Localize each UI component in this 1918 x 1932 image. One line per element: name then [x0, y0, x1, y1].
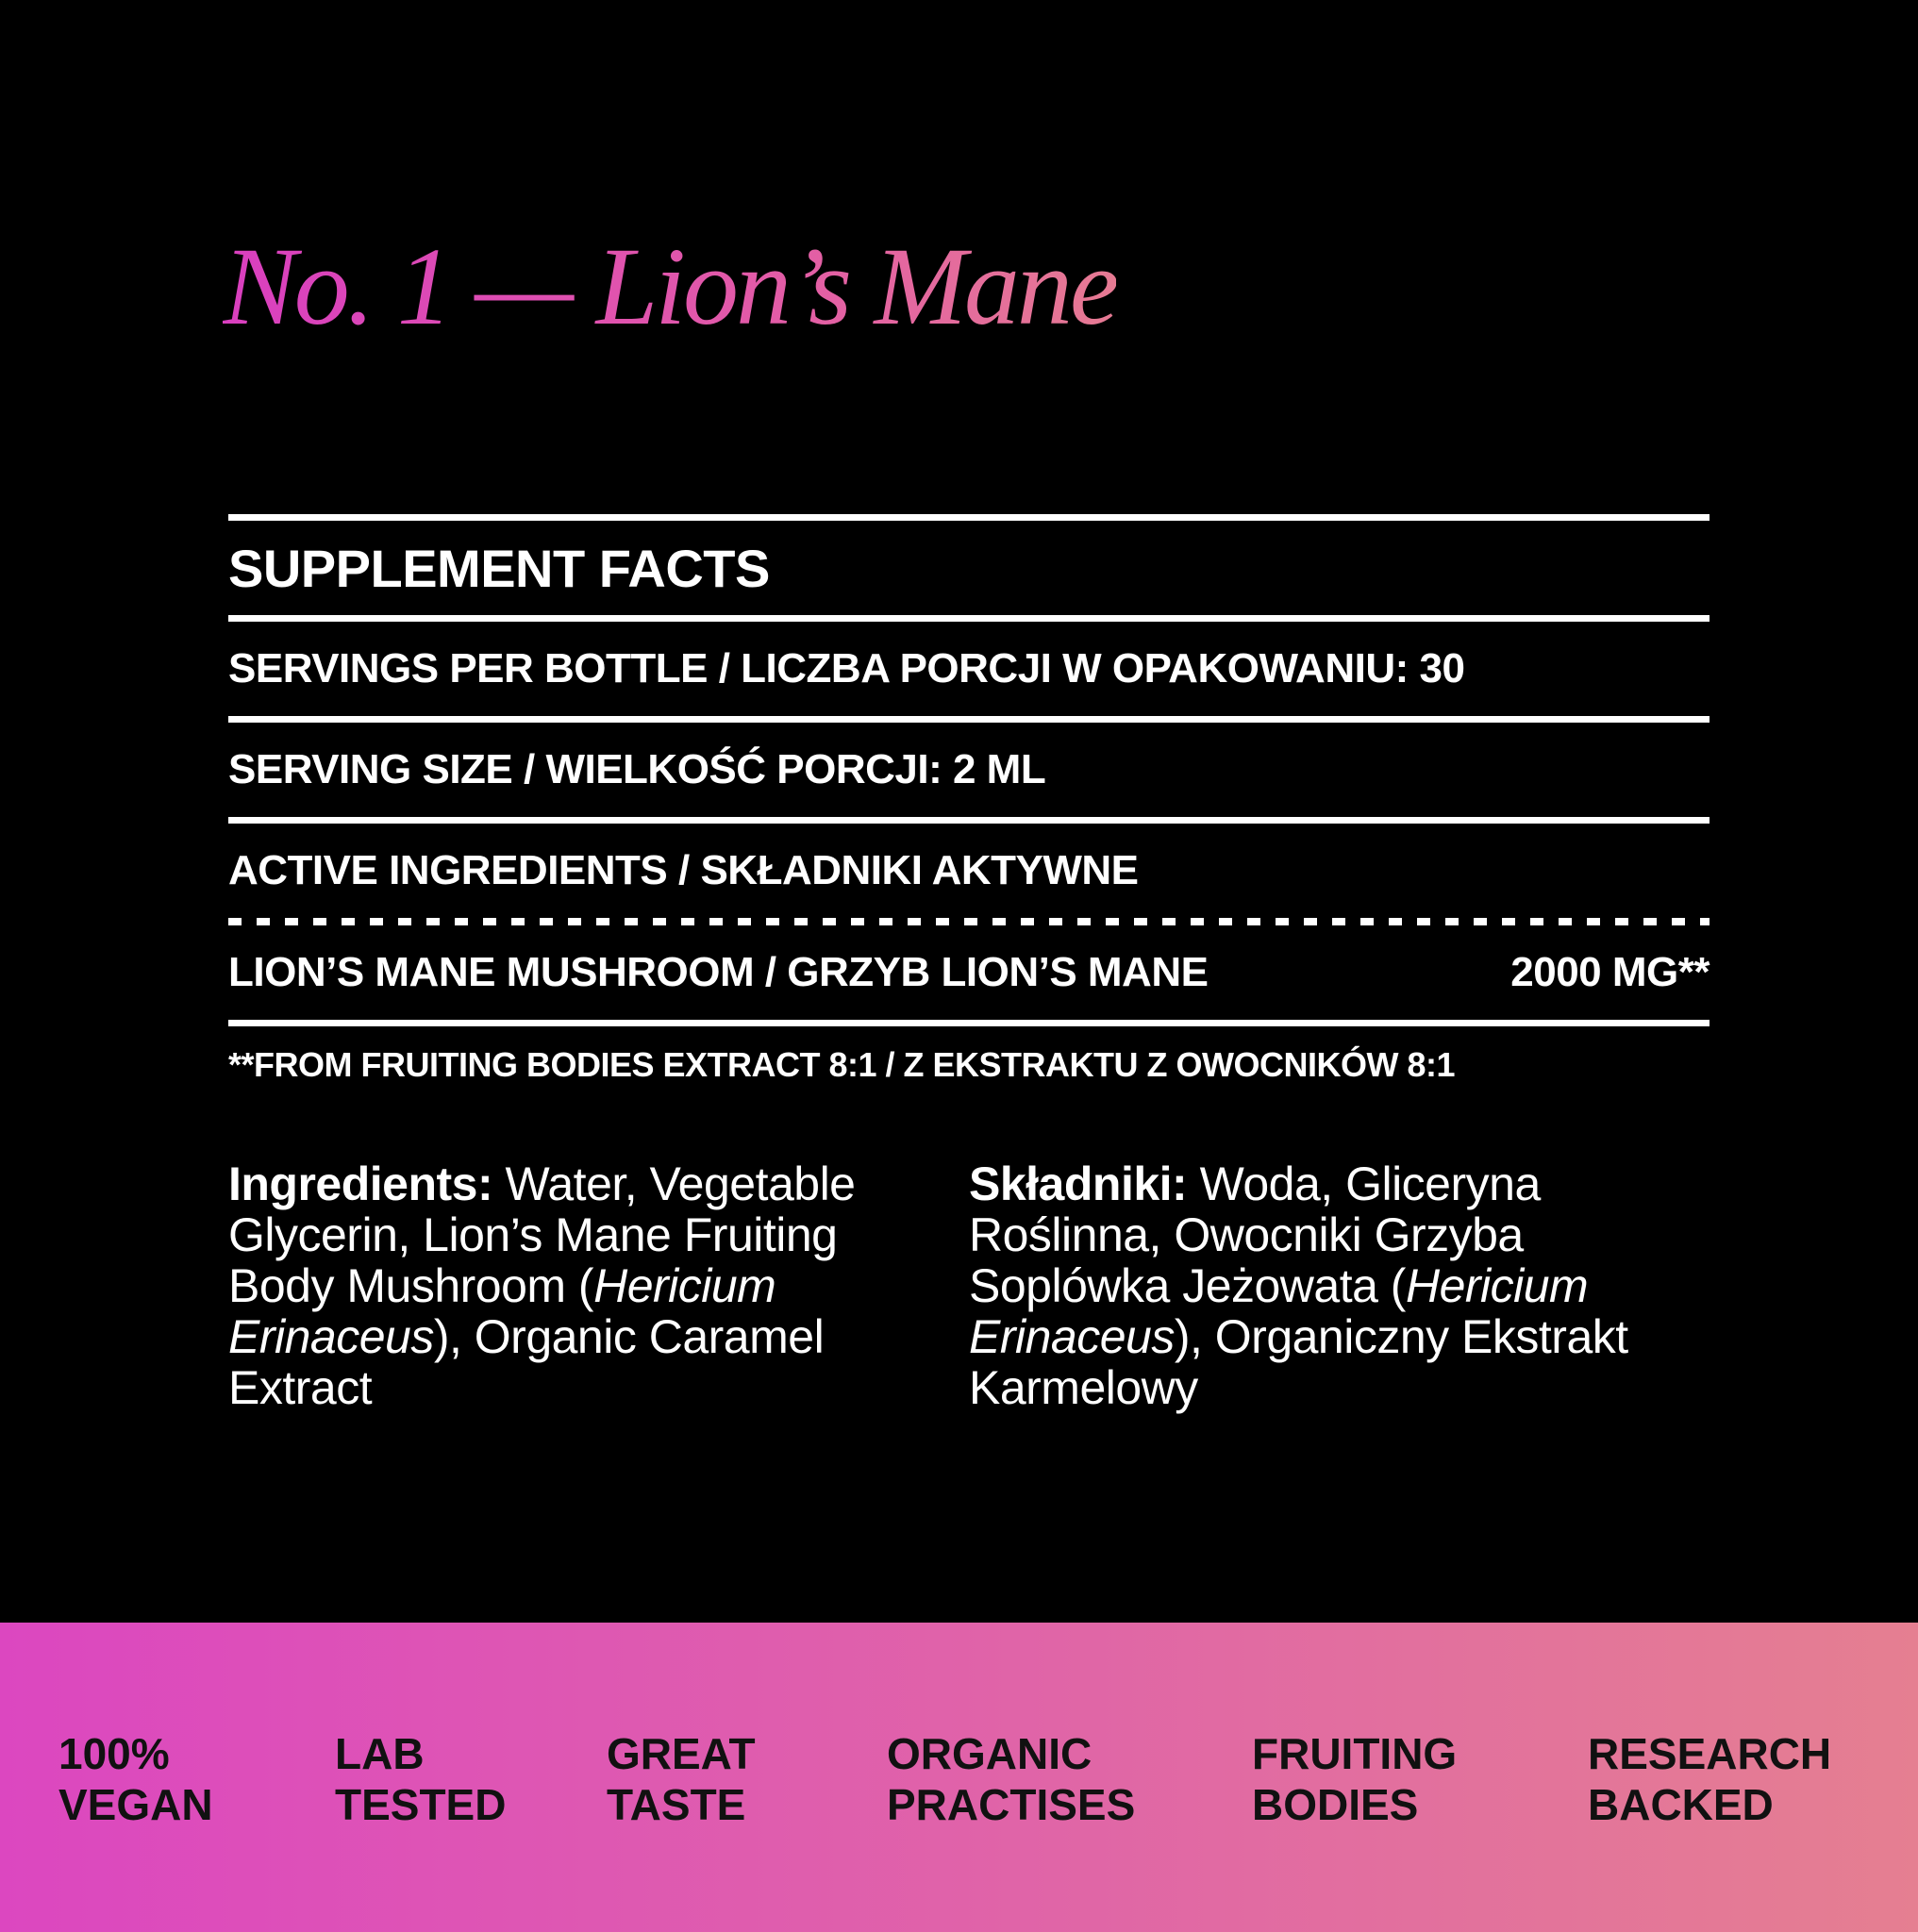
serving-size-row — [228, 723, 1710, 817]
feature-line: RESEARCH — [1588, 1729, 1832, 1778]
divider — [228, 615, 1710, 622]
ingredients-pl-label: Składniki: — [969, 1158, 1188, 1210]
extract-footnote: **FROM FRUITING BODIES EXTRACT 8:1 / Z EKSTRAKTU Z OWOCNIKÓW 8:1 — [228, 1045, 1456, 1084]
feature-line: FRUITING — [1252, 1729, 1458, 1778]
servings-row — [228, 622, 1710, 716]
feature-line: LAB — [335, 1729, 425, 1778]
divider — [228, 716, 1710, 723]
ingredient-row — [228, 925, 1710, 1020]
ingredients-pl-text-b: ), Organiczny Ekstrakt Karmelowy — [969, 1310, 1628, 1414]
facts-heading-text: SUPPLEMENT FACTS — [228, 538, 770, 598]
ingredients-english — [228, 1158, 908, 1413]
feature-vegan — [58, 1728, 213, 1830]
serving-size-label: SERVING SIZE / WIELKOŚĆ PORCJI: — [228, 746, 942, 792]
product-title: No. 1 — Lion’s Mane — [223, 223, 1116, 351]
divider — [228, 514, 1710, 521]
feature-fruiting-bodies — [1252, 1728, 1457, 1830]
servings-value: 30 — [1419, 645, 1465, 691]
feature-organic — [887, 1728, 1135, 1830]
serving-size-value: 2 ML — [952, 746, 1046, 792]
feature-line: VEGAN — [58, 1780, 213, 1829]
feature-line: BACKED — [1588, 1780, 1774, 1829]
ingredient-name: LION’S MANE MUSHROOM / GRZYB LION’S MANE — [228, 949, 1209, 995]
dashed-divider — [228, 918, 1710, 925]
ingredients-en-text-a: Water, Vegetable Glycerin, Lion’s Mane Fruiting Body Mushroom ( — [228, 1158, 856, 1312]
supplement-facts-heading — [228, 521, 1710, 615]
feature-line: BODIES — [1252, 1780, 1419, 1829]
ingredients-polish — [969, 1158, 1724, 1413]
active-ingredients-row — [228, 824, 1710, 918]
ingredients-en-latin-name: Hericium Erinaceus — [228, 1259, 776, 1363]
feature-line: GREAT — [607, 1729, 756, 1778]
servings-line — [228, 645, 1464, 692]
feature-line: PRACTISES — [887, 1780, 1136, 1829]
active-ingredients-label: ACTIVE INGREDIENTS / SKŁADNIKI AKTYWNE — [228, 847, 1139, 893]
ingredients-pl-text-a: Woda, Gliceryna Roślinna, Owocniki Grzyba Soplówka Jeżowata ( — [969, 1158, 1541, 1312]
ingredients-pl-latin-name: Hericium Erinaceus — [969, 1259, 1589, 1363]
divider — [228, 1020, 1710, 1026]
ingredient-amount: 2000 MG** — [1510, 949, 1710, 995]
feature-research-backed — [1588, 1728, 1831, 1830]
feature-line: ORGANIC — [887, 1729, 1092, 1778]
ingredients-en-text-b: ), Organic Caramel Extract — [228, 1310, 825, 1414]
servings-label: SERVINGS PER BOTTLE / LICZBA PORCJI W OPAKOWANIU: — [228, 645, 1409, 691]
feature-great-taste — [607, 1728, 756, 1830]
ingredients-en-label: Ingredients: — [228, 1158, 493, 1210]
supplement-facts-table — [228, 514, 1710, 1026]
feature-line: TESTED — [335, 1780, 507, 1829]
feature-lab-tested — [335, 1728, 506, 1830]
serving-size-line — [228, 746, 1045, 793]
feature-line: 100% — [58, 1729, 170, 1778]
feature-line: TASTE — [607, 1780, 746, 1829]
divider — [228, 817, 1710, 824]
